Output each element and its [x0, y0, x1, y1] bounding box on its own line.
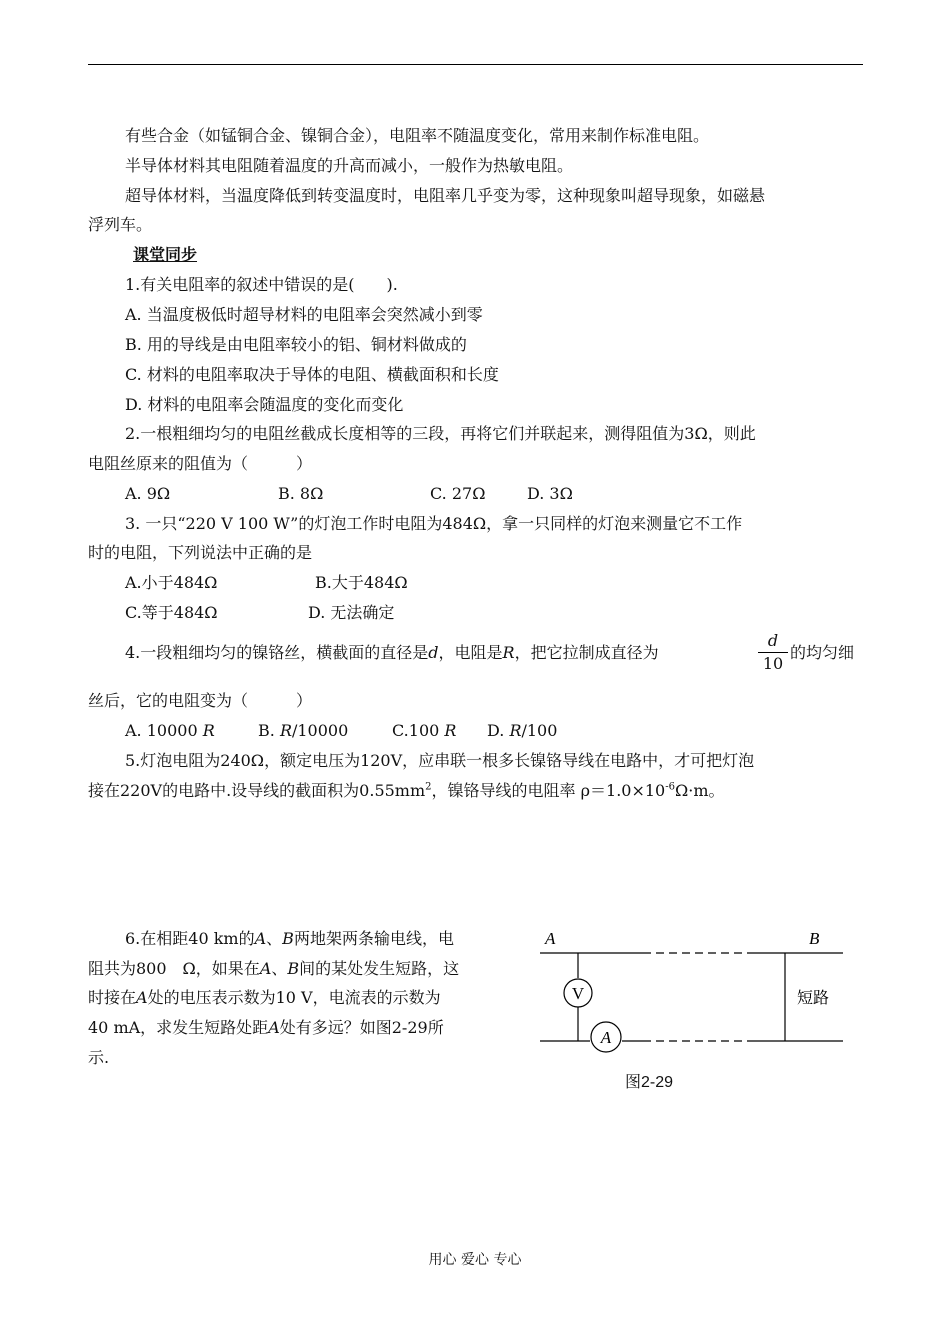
q4-text-part2: ，电阻是 [438, 643, 503, 662]
q6-line4 [88, 1018, 444, 1038]
q6-line2-end: 间的某处发生短路，这 [299, 959, 460, 978]
q4-option-c [392, 721, 456, 741]
q2-option-c: C. 27Ω [430, 484, 486, 503]
figure-caption: 图2-29 [625, 1074, 674, 1091]
q2-option-a: A. 9Ω [125, 484, 171, 503]
figure-label-a: A [545, 929, 556, 948]
q6-var-a: A [268, 1018, 280, 1037]
q4-var-r: R [502, 643, 515, 662]
q6-line4-end: 处有多远？如图2-29所 [279, 1018, 444, 1037]
q2-stem-line1: 2.一根粗细均匀的电阻丝截成长度相等的三段，再将它们并联起来，测得阻值为3Ω，则此 [125, 424, 756, 443]
q2-option-b: B. 8Ω [278, 484, 324, 503]
q5-text-part2: ，镍铬导线的电阻率 ρ＝1.0×10 [431, 781, 666, 800]
q3-option-a: A.小于484Ω [125, 573, 218, 592]
q5-stem-line2 [88, 781, 725, 801]
q6-line2 [88, 959, 459, 979]
q6-var-a: A [254, 929, 267, 948]
q6-var-b: B [287, 959, 300, 978]
q6-line3-end: 处的电压表示数为10 V，电流表的示数为 [147, 988, 441, 1007]
q6-var-a: A [259, 959, 272, 978]
header-rule [88, 64, 863, 65]
q4-option-a-var: R [202, 721, 215, 740]
intro-paragraph-superconductor: 超导体材料，当温度降低到转变温度时，电阻率几乎变为零，这种现象叫超导现象，如磁悬 [125, 186, 766, 205]
q5-sup-area: 2 [425, 781, 432, 793]
q4-stem-line1 [125, 643, 659, 663]
q4-text-part1: 4.一段粗细均匀的镍铬丝，横截面的直径是 [125, 643, 429, 662]
figure-label-b: B [809, 929, 820, 948]
q6-line5: 示. [88, 1048, 110, 1067]
q2-option-d: D. 3Ω [527, 484, 573, 503]
q4-var-d: d [428, 643, 439, 662]
q4-option-b-label: B. [258, 721, 275, 740]
q4-option-b-var: R [279, 721, 292, 740]
q6-line3 [88, 988, 441, 1008]
q6-sep: 、 [271, 959, 288, 978]
q5-text-part1: 接在220V的电路中.设导线的截面积为0.55mm [88, 781, 426, 800]
q4-option-d-text: /100 [521, 721, 558, 740]
q6-sep: 、 [266, 929, 283, 948]
q6-line4-text: 40 mA，求发生短路处距 [88, 1018, 269, 1037]
q6-var-b: B [282, 929, 294, 948]
q6-line1-end: 两地架两条输电线，电 [293, 929, 454, 948]
q6-line3-text: 时接在 [88, 988, 137, 1007]
q3-option-b: B.大于484Ω [315, 573, 408, 592]
q6-line2-text: 阻共为800 Ω，如果在 [88, 959, 260, 978]
ammeter-label: A [600, 1028, 612, 1047]
q6-line1 [125, 929, 454, 949]
q3-stem-line1: 3. 一只“220 V 100 W”的灯泡工作时电阻为484Ω，拿一只同样的灯泡来测量它不工作 [125, 514, 743, 533]
q1-option-c: C. 材料的电阻率取决于导体的电阻、横截面积和长度 [125, 365, 499, 384]
q4-option-b-text: /10000 [291, 721, 349, 740]
q6-var-a: A [136, 988, 148, 1007]
q3-option-c: C.等于484Ω [125, 603, 218, 622]
page-footer: 用心 爱心 专心 [428, 1252, 522, 1268]
q3-option-d: D. 无法确定 [308, 603, 395, 622]
q4-option-d-var: R [509, 721, 522, 740]
q4-fraction-denominator: 10 [762, 654, 784, 673]
q1-option-a: A. 当温度极低时超导材料的电阻率会突然减小到零 [125, 305, 483, 324]
q5-text-part3: Ω·m。 [675, 781, 725, 800]
q1-option-b: B. 用的导线是由电阻率较小的铝、铜材料做成的 [125, 335, 467, 354]
q4-fraction-numerator: d [758, 632, 788, 653]
q4-option-a [125, 721, 215, 741]
q4-text-part4: 的均匀细 [790, 643, 855, 662]
q1-option-d: D. 材料的电阻率会随温度的变化而变化 [125, 395, 404, 414]
voltmeter-label: V [571, 984, 585, 1003]
q4-option-d-label: D. [487, 721, 505, 740]
q6-line1-text: 6.在相距40 km的 [125, 929, 255, 948]
q5-stem-line1: 5.灯泡电阻为240Ω，额定电压为120V，应串联一根多长镍铬导线在电路中，才可把灯泡 [125, 751, 755, 770]
q4-option-d [487, 721, 557, 741]
short-circuit-label: 短路 [797, 988, 830, 1007]
q2-stem-line2: 电阻丝原来的阻值为（ ） [88, 454, 313, 473]
circuit-diagram [535, 925, 855, 1060]
intro-paragraph-alloys: 有些合金（如锰铜合金、镍铜合金），电阻率不随温度变化，常用来制作标准电阻。 [125, 126, 710, 145]
q4-fraction [758, 632, 788, 673]
q4-option-c-text: C.100 [392, 721, 440, 740]
q5-sup-exp: -6 [665, 781, 675, 793]
q3-stem-line2: 时的电阻，下列说法中正确的是 [88, 543, 313, 562]
q4-text-part3: ，把它拉制成直径为 [514, 643, 659, 662]
q4-option-b [258, 721, 348, 741]
section-title: 课堂同步 [133, 245, 198, 264]
q1-stem: 1.有关电阻率的叙述中错误的是( ). [125, 275, 398, 294]
q4-stem-line2: 丝后，它的电阻变为（ ） [88, 691, 313, 710]
intro-paragraph-semiconductor: 半导体材料其电阻随着温度的升高而减小，一般作为热敏电阻。 [125, 156, 574, 175]
intro-paragraph-superconductor-cont: 浮列车。 [88, 215, 153, 234]
q4-option-c-var: R [444, 721, 457, 740]
q4-option-a-text: A. 10000 [125, 721, 198, 740]
